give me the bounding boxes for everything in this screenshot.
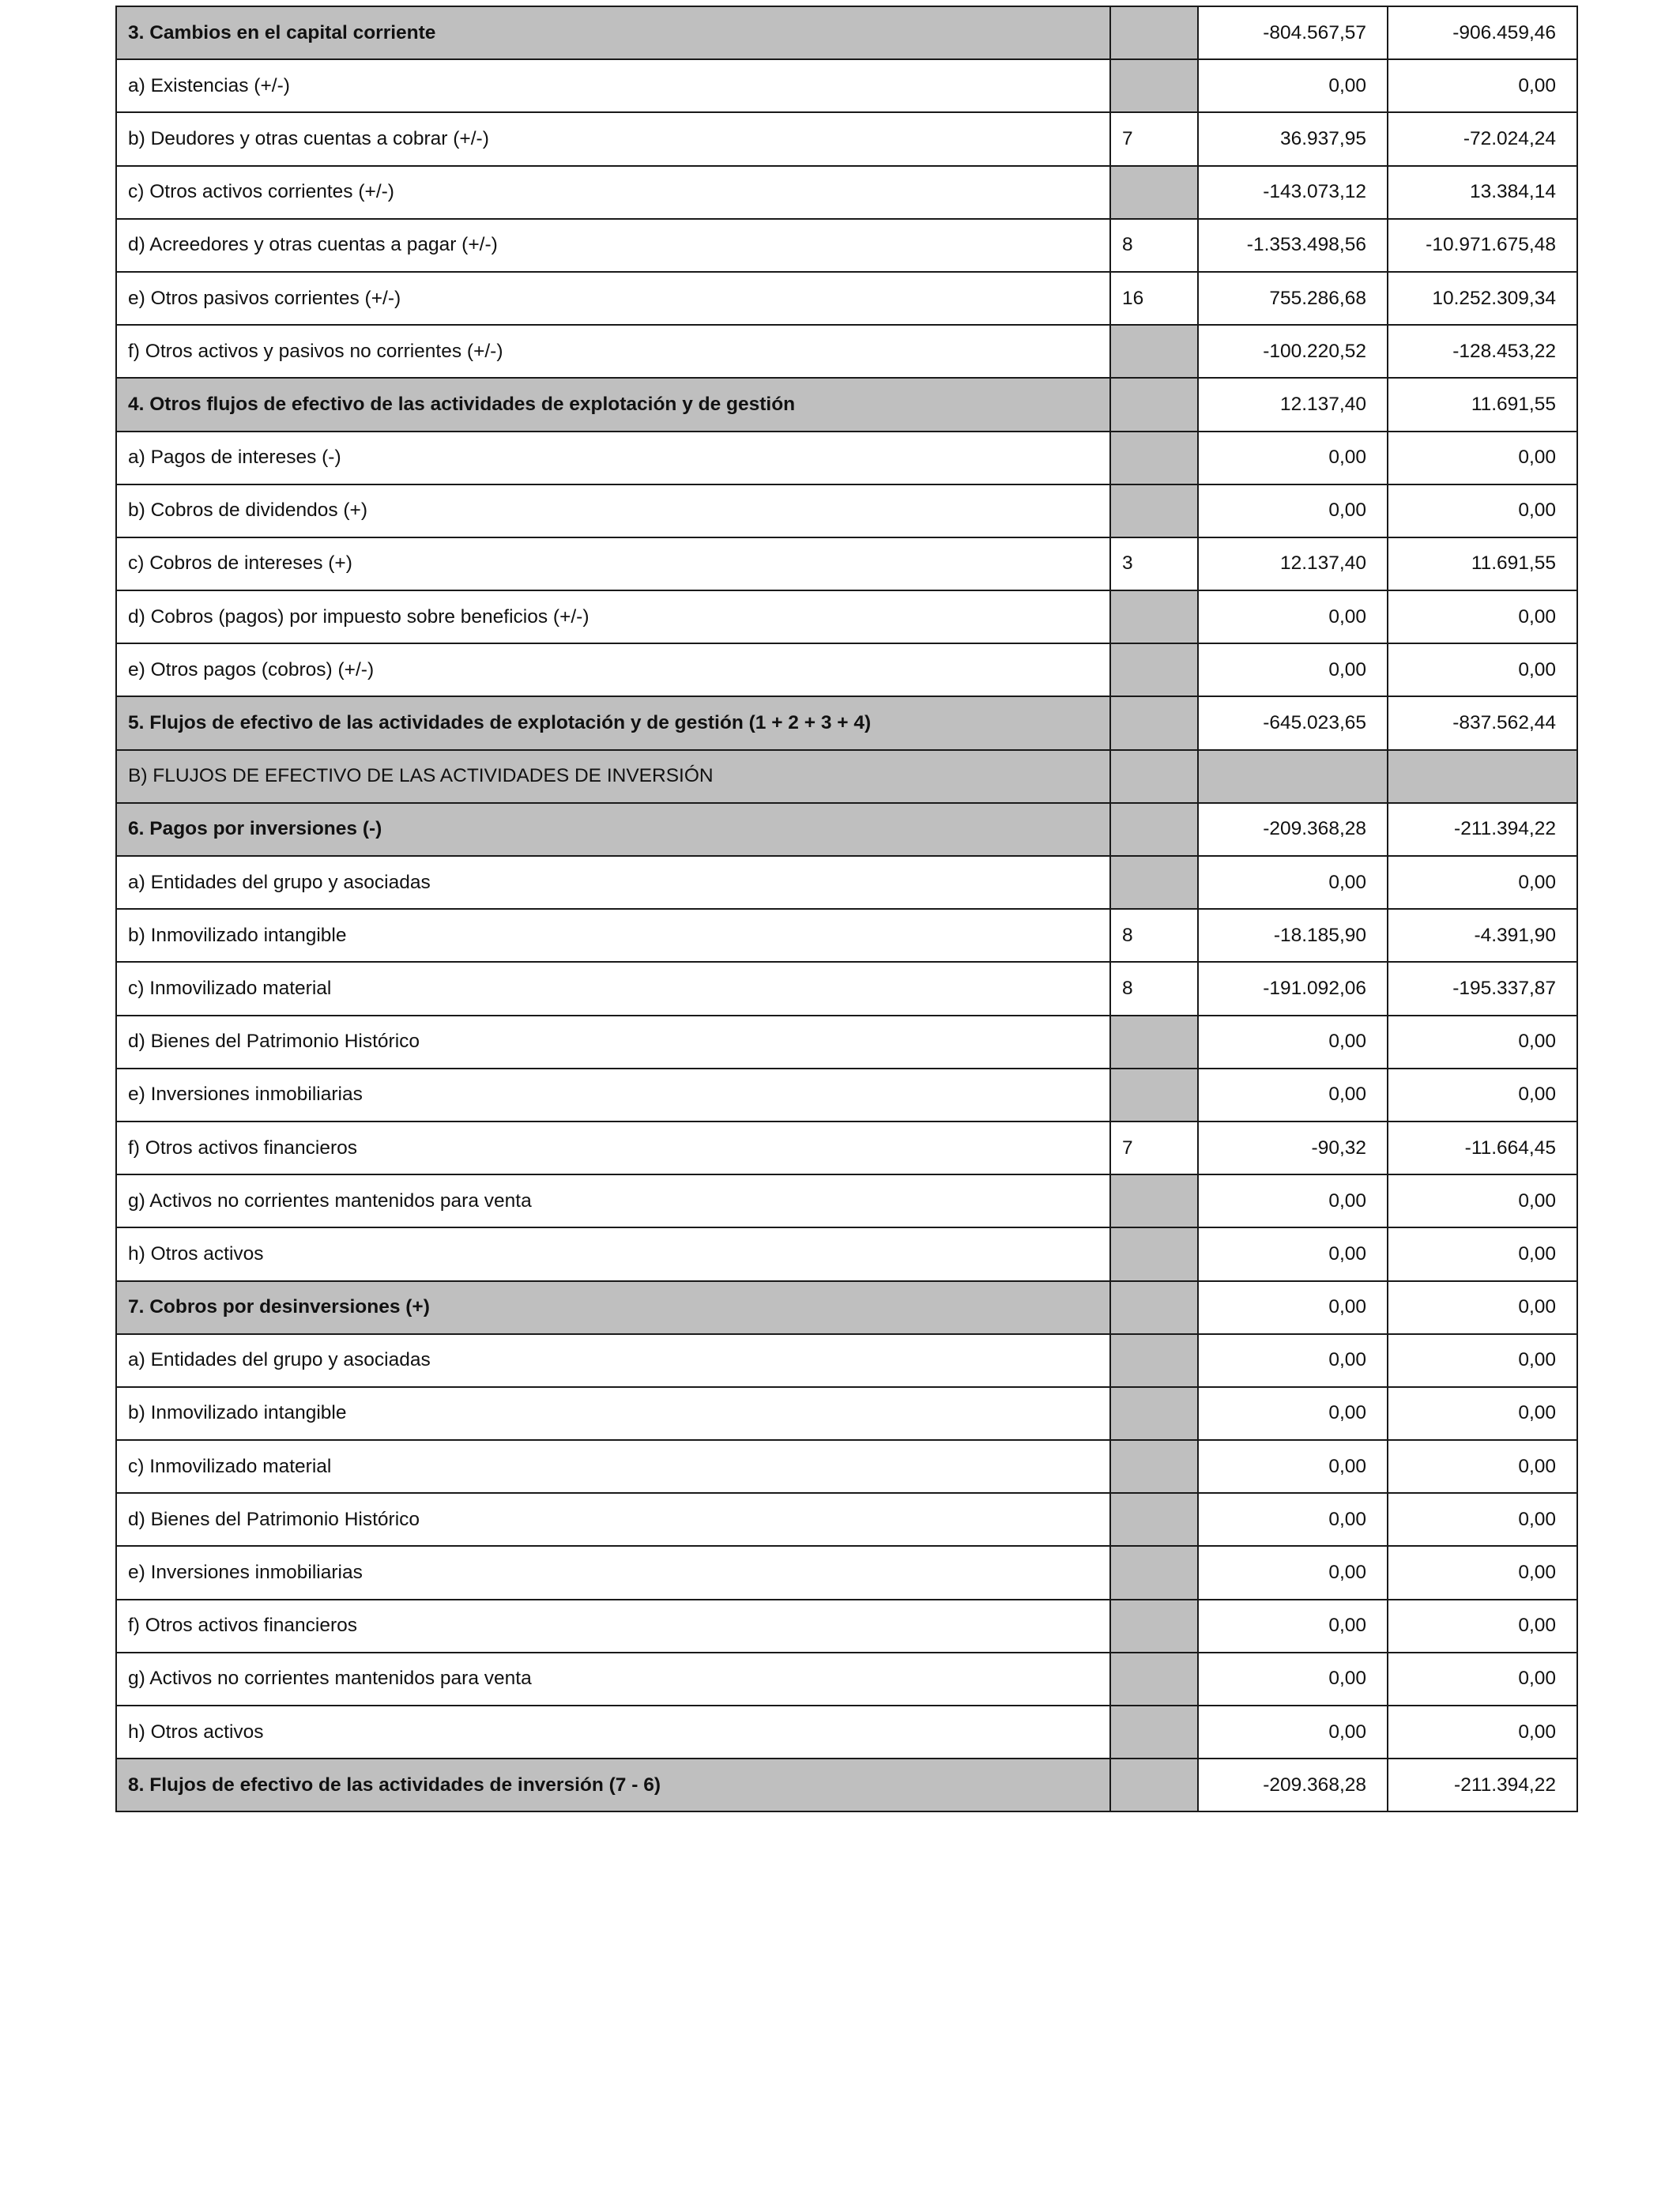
table-row [116, 1387, 1577, 1440]
table-row [116, 166, 1577, 219]
row-value-previous-year: 0,00 [1388, 59, 1577, 112]
row-value-previous-year: -72.024,24 [1388, 112, 1577, 165]
row-value-current-year: 0,00 [1198, 1440, 1388, 1493]
row-label: c) Inmovilizado material [116, 1440, 1110, 1493]
section-heading-row [116, 750, 1577, 803]
row-value-current-year: 0,00 [1198, 59, 1388, 112]
table-row [116, 962, 1577, 1015]
row-label: f) Otros activos financieros [116, 1600, 1110, 1653]
table-row [116, 1546, 1577, 1599]
row-value-previous-year: -11.664,45 [1388, 1122, 1577, 1174]
row-value-current-year: -804.567,57 [1198, 6, 1388, 59]
row-value-current-year: 12.137,40 [1198, 537, 1388, 590]
row-note [1110, 378, 1198, 431]
row-note: 3 [1110, 537, 1198, 590]
row-label: 4. Otros flujos de efectivo de las actividades de explotación y de gestión [116, 378, 1110, 431]
row-note: 8 [1110, 219, 1198, 272]
row-label: 7. Cobros por desinversiones (+) [116, 1281, 1110, 1334]
row-note [1110, 1440, 1198, 1493]
row-label: d) Cobros (pagos) por impuesto sobre beneficios (+/-) [116, 590, 1110, 643]
row-value-current-year: -209.368,28 [1198, 803, 1388, 856]
row-value-previous-year: 0,00 [1388, 1440, 1577, 1493]
row-value-previous-year: 0,00 [1388, 1653, 1577, 1706]
row-value-current-year: -1.353.498,56 [1198, 219, 1388, 272]
row-value-previous-year: 0,00 [1388, 590, 1577, 643]
row-note [1110, 166, 1198, 219]
row-value-previous-year: 0,00 [1388, 856, 1577, 909]
row-value-previous-year: 13.384,14 [1388, 166, 1577, 219]
row-label: g) Activos no corrientes mantenidos para venta [116, 1653, 1110, 1706]
row-note [1110, 1227, 1198, 1280]
row-label: 6. Pagos por inversiones (-) [116, 803, 1110, 856]
row-label: d) Bienes del Patrimonio Histórico [116, 1016, 1110, 1069]
table-row [116, 1334, 1577, 1387]
row-value-previous-year: 0,00 [1388, 1174, 1577, 1227]
row-note: 7 [1110, 1122, 1198, 1174]
row-note [1110, 1546, 1198, 1599]
row-value-previous-year: 0,00 [1388, 1016, 1577, 1069]
row-note [1110, 1174, 1198, 1227]
row-value-previous-year: 0,00 [1388, 1546, 1577, 1599]
row-value-current-year: 12.137,40 [1198, 378, 1388, 431]
row-note [1110, 803, 1198, 856]
row-label: a) Entidades del grupo y asociadas [116, 1334, 1110, 1387]
row-label: c) Inmovilizado material [116, 962, 1110, 1015]
row-value-current-year: -100.220,52 [1198, 325, 1388, 378]
row-value-previous-year: -906.459,46 [1388, 6, 1577, 59]
row-note [1110, 1387, 1198, 1440]
subtotal-row [116, 696, 1577, 749]
row-label: B) FLUJOS DE EFECTIVO DE LAS ACTIVIDADES DE INVERSIÓN [116, 750, 1110, 803]
row-note: 8 [1110, 962, 1198, 1015]
row-value-current-year: 0,00 [1198, 1653, 1388, 1706]
row-value-previous-year: 0,00 [1388, 1281, 1577, 1334]
row-note [1110, 643, 1198, 696]
table-row [116, 1493, 1577, 1546]
row-note [1110, 484, 1198, 537]
row-value-current-year: 0,00 [1198, 1174, 1388, 1227]
table-row [116, 1016, 1577, 1069]
row-value-current-year: 0,00 [1198, 856, 1388, 909]
table-row [116, 1122, 1577, 1174]
row-value-previous-year: 10.252.309,34 [1388, 272, 1577, 325]
row-value-previous-year: 0,00 [1388, 1387, 1577, 1440]
row-value-previous-year: 0,00 [1388, 1600, 1577, 1653]
row-note [1110, 1334, 1198, 1387]
row-value-current-year: -209.368,28 [1198, 1759, 1388, 1811]
row-note: 7 [1110, 112, 1198, 165]
row-label: a) Existencias (+/-) [116, 59, 1110, 112]
row-label: g) Activos no corrientes mantenidos para venta [116, 1174, 1110, 1227]
row-value-current-year: 755.286,68 [1198, 272, 1388, 325]
row-value-current-year: 0,00 [1198, 1227, 1388, 1280]
row-value-current-year: 0,00 [1198, 1334, 1388, 1387]
table-row [116, 1227, 1577, 1280]
row-value-current-year: 0,00 [1198, 643, 1388, 696]
subtotal-row [116, 1281, 1577, 1334]
row-note [1110, 1493, 1198, 1546]
row-value-previous-year: 0,00 [1388, 1706, 1577, 1759]
row-value-previous-year: 0,00 [1388, 484, 1577, 537]
row-note [1110, 1281, 1198, 1334]
row-note: 16 [1110, 272, 1198, 325]
row-value-current-year: 0,00 [1198, 1016, 1388, 1069]
table-row [116, 325, 1577, 378]
row-value-current-year: 0,00 [1198, 1546, 1388, 1599]
row-label: e) Otros pagos (cobros) (+/-) [116, 643, 1110, 696]
row-label: 8. Flujos de efectivo de las actividades de inversión (7 - 6) [116, 1759, 1110, 1811]
row-note [1110, 1759, 1198, 1811]
row-value-current-year: 0,00 [1198, 1069, 1388, 1122]
cash-flow-table-body [116, 6, 1577, 1811]
row-note [1110, 432, 1198, 484]
row-label: 5. Flujos de efectivo de las actividades de explotación y de gestión (1 + 2 + 3 + 4) [116, 696, 1110, 749]
table-row [116, 590, 1577, 643]
table-row [116, 1069, 1577, 1122]
table-row [116, 484, 1577, 537]
row-label: h) Otros activos [116, 1227, 1110, 1280]
row-value-previous-year: 0,00 [1388, 1334, 1577, 1387]
row-value-previous-year: -128.453,22 [1388, 325, 1577, 378]
row-note [1110, 1069, 1198, 1122]
row-note [1110, 1016, 1198, 1069]
row-value-previous-year: 0,00 [1388, 1227, 1577, 1280]
row-value-previous-year: 0,00 [1388, 432, 1577, 484]
row-value-previous-year: -195.337,87 [1388, 962, 1577, 1015]
subtotal-row [116, 378, 1577, 431]
row-label: c) Otros activos corrientes (+/-) [116, 166, 1110, 219]
row-note [1110, 1706, 1198, 1759]
table-row [116, 1653, 1577, 1706]
table-row [116, 1440, 1577, 1493]
row-value-current-year: 0,00 [1198, 1600, 1388, 1653]
row-value-previous-year: -837.562,44 [1388, 696, 1577, 749]
row-label: e) Inversiones inmobiliarias [116, 1546, 1110, 1599]
row-value-current-year: -645.023,65 [1198, 696, 1388, 749]
row-label: 3. Cambios en el capital corriente [116, 6, 1110, 59]
row-note [1110, 59, 1198, 112]
row-value-previous-year [1388, 750, 1577, 803]
row-value-previous-year: 0,00 [1388, 1069, 1577, 1122]
row-value-previous-year: 0,00 [1388, 1493, 1577, 1546]
row-note [1110, 750, 1198, 803]
row-note [1110, 1653, 1198, 1706]
row-note: 8 [1110, 909, 1198, 962]
table-row [116, 272, 1577, 325]
table-row [116, 1174, 1577, 1227]
row-value-current-year: -90,32 [1198, 1122, 1388, 1174]
table-row [116, 856, 1577, 909]
row-value-previous-year: 0,00 [1388, 643, 1577, 696]
row-value-current-year: -191.092,06 [1198, 962, 1388, 1015]
table-row [116, 112, 1577, 165]
row-label: c) Cobros de intereses (+) [116, 537, 1110, 590]
row-label: d) Bienes del Patrimonio Histórico [116, 1493, 1110, 1546]
row-value-current-year: 0,00 [1198, 432, 1388, 484]
row-label: h) Otros activos [116, 1706, 1110, 1759]
row-label: a) Pagos de intereses (-) [116, 432, 1110, 484]
row-label: b) Cobros de dividendos (+) [116, 484, 1110, 537]
table-row [116, 643, 1577, 696]
row-note [1110, 1600, 1198, 1653]
row-note [1110, 6, 1198, 59]
table-row [116, 1600, 1577, 1653]
row-value-current-year: 0,00 [1198, 1281, 1388, 1334]
row-note [1110, 325, 1198, 378]
table-row [116, 909, 1577, 962]
subtotal-row [116, 803, 1577, 856]
row-value-previous-year: 11.691,55 [1388, 537, 1577, 590]
row-value-previous-year: -211.394,22 [1388, 1759, 1577, 1811]
row-value-current-year: 0,00 [1198, 1493, 1388, 1546]
cash-flow-table [115, 6, 1578, 1812]
subtotal-row [116, 1759, 1577, 1811]
row-value-current-year: -143.073,12 [1198, 166, 1388, 219]
table-row [116, 432, 1577, 484]
row-value-previous-year: 11.691,55 [1388, 378, 1577, 431]
row-value-current-year [1198, 750, 1388, 803]
row-value-current-year: -18.185,90 [1198, 909, 1388, 962]
row-label: e) Inversiones inmobiliarias [116, 1069, 1110, 1122]
subtotal-row [116, 6, 1577, 59]
table-row [116, 219, 1577, 272]
table-row [116, 537, 1577, 590]
row-label: f) Otros activos financieros [116, 1122, 1110, 1174]
row-value-previous-year: -4.391,90 [1388, 909, 1577, 962]
row-value-current-year: 0,00 [1198, 590, 1388, 643]
table-row [116, 59, 1577, 112]
table-row [116, 1706, 1577, 1759]
row-value-current-year: 0,00 [1198, 1706, 1388, 1759]
row-label: d) Acreedores y otras cuentas a pagar (+/-) [116, 219, 1110, 272]
row-note [1110, 590, 1198, 643]
row-value-current-year: 0,00 [1198, 1387, 1388, 1440]
row-note [1110, 696, 1198, 749]
row-label: b) Inmovilizado intangible [116, 909, 1110, 962]
row-value-current-year: 0,00 [1198, 484, 1388, 537]
row-note [1110, 856, 1198, 909]
row-label: b) Inmovilizado intangible [116, 1387, 1110, 1440]
row-label: e) Otros pasivos corrientes (+/-) [116, 272, 1110, 325]
row-value-previous-year: -211.394,22 [1388, 803, 1577, 856]
row-value-previous-year: -10.971.675,48 [1388, 219, 1577, 272]
row-value-current-year: 36.937,95 [1198, 112, 1388, 165]
row-label: a) Entidades del grupo y asociadas [116, 856, 1110, 909]
row-label: f) Otros activos y pasivos no corrientes (+/-) [116, 325, 1110, 378]
row-label: b) Deudores y otras cuentas a cobrar (+/-) [116, 112, 1110, 165]
